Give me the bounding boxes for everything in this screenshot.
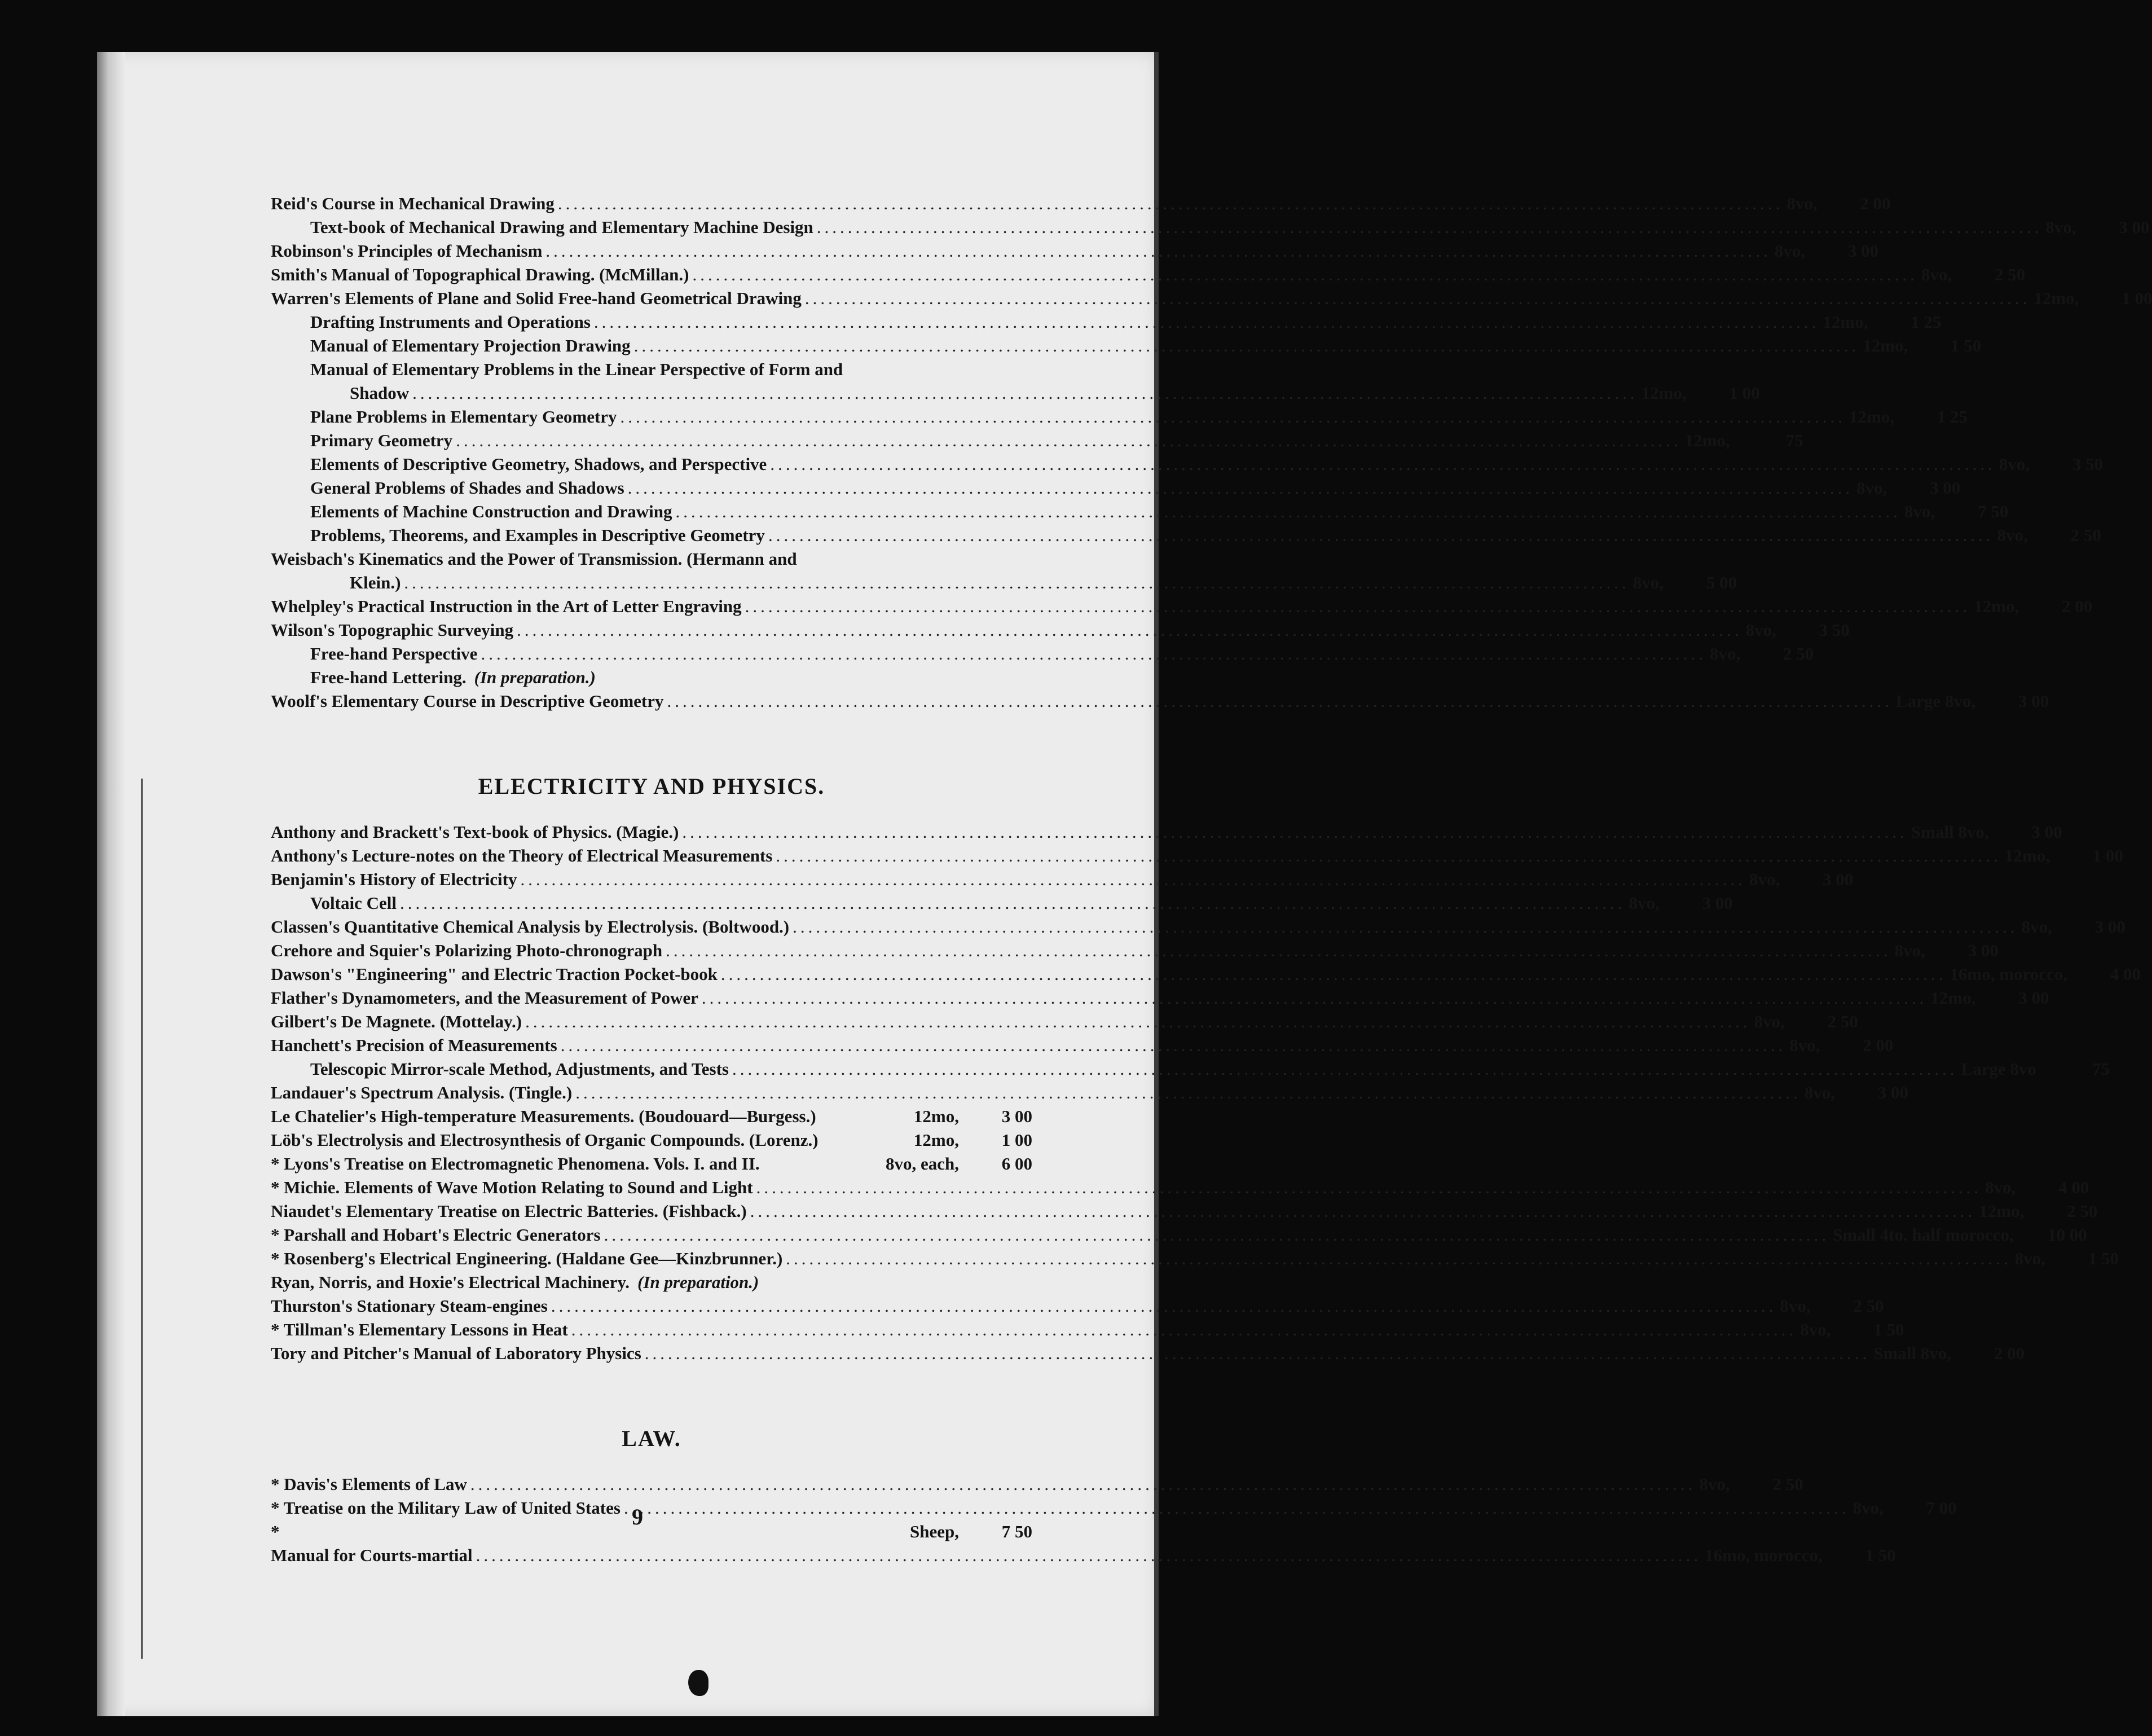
section-gap [271,713,1032,770]
entry-price: 4 00 [2058,1177,2089,1197]
entry-price: 3 00 [1877,1083,1909,1102]
entry-price: 6 00 [1001,1154,1032,1174]
catalog-entry [271,216,2150,239]
catalog-entry [271,1152,1032,1176]
entry-title: * Michie. Elements of Wave Motion Relating to Sound and Light [271,1177,753,1197]
catalog-entry [271,1034,1894,1057]
dot-leader [561,1034,1786,1057]
entry-price: 2 50 [1772,1474,1803,1494]
entry-format: 8vo, [1856,478,1887,498]
dot-leader [517,618,1742,642]
entry-format: Small 8vo, [1911,822,1989,842]
entry-format: Small 4to. half morocco, [1833,1225,2014,1245]
catalog-entry [271,1176,2089,1199]
catalog-entry [271,618,1850,642]
entry-title: Landauer's Spectrum Analysis. (Tingle.) [271,1083,573,1102]
catalog-entry [271,1199,2098,1223]
entry-title: * Tillman's Elementary Lessons in Heat [271,1320,568,1339]
section-gap [271,1365,1032,1422]
entry-price: 5 00 [1706,573,1737,592]
entry-price: 3 00 [2031,822,2062,842]
page-fold-line [141,779,143,1659]
entry-title: Ryan, Norris, and Hoxie's Electrical Machinery. [271,1272,630,1292]
entry-title: Classen's Quantitative Chemical Analysis by Electrolysis. (Boltwood.) [271,917,790,937]
catalog-entry [271,571,1737,595]
entry-format: 8vo, each, [885,1154,959,1174]
entry-title: Whelpley's Practical Instruction in the Art of Letter Engraving [271,596,742,616]
catalog-entry [271,1544,1896,1567]
entry-format: Sheep, [910,1522,959,1541]
entry-format: 8vo, [1749,869,1780,889]
dot-leader [628,476,1854,500]
entry-title: Benjamin's History of Electricity [271,869,517,889]
entry-format: 12mo, [1930,988,1976,1008]
dot-leader [702,986,1927,1010]
entry-title: General Problems of Shades and Shadows [310,478,624,498]
entry-format: 8vo, [1699,1474,1730,1494]
catalog-entry [271,358,1032,381]
entry-format: 8vo, [1894,940,1925,960]
entry-title: Warren's Elements of Plane and Solid Free-hand Geometrical Drawing [271,288,802,308]
entry-format: 8vo, [1789,1035,1820,1055]
entry-price: 75 [2092,1059,2110,1079]
entry-price: 2 00 [1860,194,1891,213]
entry-price: 1 00 [2092,846,2123,865]
heading-gap [271,803,1032,820]
entry-price: 1 50 [2088,1249,2119,1268]
catalog-entry [271,939,1999,963]
entry-format: 12mo, [1979,1201,2025,1221]
entry-format: 12mo, [1641,383,1687,403]
entry-price: 3 00 [1702,893,1733,913]
entry-format: 12mo, [913,1106,959,1126]
catalog-entry [271,1294,1884,1318]
entry-format: 16mo, morocco, [1949,964,2068,984]
catalog-entry [271,820,2062,844]
dot-leader [604,1223,1830,1247]
entry-title: Anthony and Brackett's Text-book of Physics. (Magie.) [271,822,679,842]
entry-format: 12mo, [1823,312,1868,332]
catalog-entry [271,1081,1909,1105]
entry-format: 8vo, [1745,620,1776,640]
dot-leader [756,1176,1982,1199]
entry-format: 12mo, [1974,596,2019,616]
entry-price: 1 00 [2122,288,2152,308]
entry-title: Woolf's Elementary Course in Descriptive Geometry [271,691,664,711]
entry-format: 8vo, [1629,893,1660,913]
catalog-entry [271,868,1854,891]
entry-title: Plane Problems in Elementary Geometry [310,407,617,427]
entry-title: Anthony's Lecture-notes on the Theory of Electrical Measurements [271,846,773,865]
entry-format: 8vo, [1985,1177,2016,1197]
dot-leader [525,1010,1751,1034]
entry-price: 7 50 [1001,1522,1032,1541]
entry-format: 12mo, [913,1130,959,1150]
entry-title: Tory and Pitcher's Manual of Laboratory Physics [271,1343,641,1363]
entry-format: 12mo, [2004,846,2050,865]
entry-title: * Lyons's Treatise on Electromagnetic Phenomena. Vols. I. and II. [271,1154,760,1174]
entry-format: 8vo, [1786,194,1817,213]
catalog-entry [271,642,1814,666]
catalog-entry [271,381,1760,405]
entry-format: 8vo, [1780,1296,1811,1316]
entry-title: Manual of Elementary Projection Drawing [310,336,631,355]
entry-title: Thurston's Stationary Steam-engines [271,1296,548,1316]
catalog-entry [271,1318,1904,1342]
entry-note: (In preparation.) [474,667,596,687]
catalog-entry [271,1496,1957,1520]
dot-leader [620,405,1846,429]
catalog-entry [271,1010,1858,1034]
entry-price: 75 [1785,430,1803,450]
entry-price: 2 00 [1993,1343,2025,1363]
entry-format: 8vo, [1754,1012,1785,1031]
entry-format: Small 8vo, [1873,1343,1952,1363]
entry-title: Primary Geometry [310,430,453,450]
entry-format: 16mo, morocco, [1705,1545,1823,1565]
entry-title: Manual for Courts-martial [271,1545,473,1565]
entry-price: 7 50 [1978,502,2009,521]
entry-format: 8vo, [1921,265,1952,284]
dot-leader [666,939,1891,963]
catalog-entry [271,287,2152,310]
catalog-entry [271,405,1968,429]
entry-title: Wilson's Topographic Surveying [271,620,514,640]
entry-price: 1 00 [1729,383,1760,403]
section-heading: LAW. [622,1426,681,1451]
entry-format: 8vo, [1999,454,2030,474]
dot-leader [676,500,1902,524]
entry-title: Shadow [350,383,410,403]
dot-leader [545,239,1771,263]
catalog-entry [271,1057,2110,1081]
page-number: 9 [632,1504,643,1530]
catalog-entry [271,986,2049,1010]
dot-leader [805,287,2031,310]
entry-title: * Treatise on the Military Law of United States [271,1498,620,1518]
entry-price: 3 50 [1819,620,1850,640]
entry-price: 2 50 [1827,1012,1858,1031]
dot-leader [750,1199,1976,1223]
entry-title: Free-hand Perspective [310,644,478,663]
dot-leader [412,381,1638,405]
entry-title: Smith's Manual of Topographical Drawing. (McMillan.) [271,265,689,284]
entry-format: 8vo, [1904,502,1935,521]
entry-format: 8vo, [2045,217,2076,237]
entry-title: Klein.) [350,573,401,592]
entry-title: * Rosenberg's Electrical Engineering. (Haldane Gee—Kinzbrunner.) [271,1249,783,1268]
catalog-entry [271,915,2125,939]
entry-title: Elements of Machine Construction and Drawing [310,502,672,521]
catalog-entry [271,310,1942,334]
entry-price: 2 00 [2061,596,2093,616]
entry-title: Löb's Electrolysis and Electrosynthesis of Organic Compounds. (Lorenz.) [271,1130,818,1150]
entry-price: 1 25 [1937,407,1968,427]
entry-format: 8vo, [1997,525,2028,545]
dot-leader [624,1496,1850,1520]
entry-price: 2 50 [1853,1296,1884,1316]
entry-title: Niaudet's Elementary Treatise on Electric Batteries. (Fishback.) [271,1201,747,1221]
catalog-entry [271,547,1032,571]
entry-price: 3 00 [2018,691,2049,711]
dot-leader [594,310,1820,334]
section-heading: ELECTRICITY AND PHYSICS. [478,773,825,799]
dot-leader [793,915,2018,939]
entry-format: 12mo, [1863,336,1908,355]
catalog-entry [271,1342,2025,1365]
catalog-entry [271,689,2049,713]
catalog-entry [271,844,2123,868]
catalog-entry [271,1271,1032,1294]
entry-title: Elements of Descriptive Geometry, Shadows, and Perspective [310,454,767,474]
dot-leader [481,642,1706,666]
entry-price: 2 50 [1994,265,2026,284]
entry-price: 7 00 [1926,1498,1957,1518]
entry-title: Hanchett's Precision of Measurements [271,1035,557,1055]
catalog-entry [271,524,2101,547]
entry-price: 3 00 [1930,478,1961,498]
heading-gap [271,1456,1032,1473]
entry-format: 8vo, [1774,241,1806,261]
entry-format: Large 8vo [1961,1059,2036,1079]
dot-leader [558,192,1784,216]
entry-format: 12mo, [2034,288,2079,308]
catalog-entry [271,963,2141,986]
dot-leader [667,689,1893,713]
ink-blot [688,1670,708,1696]
entry-title: Flather's Dynamometers, and the Measurement of Power [271,988,698,1008]
dot-leader [456,429,1682,452]
entry-price: 4 00 [2110,964,2141,984]
dot-leader [634,334,1860,358]
entry-note: (In preparation.) [637,1272,759,1292]
entry-format: 8vo, [2014,1249,2046,1268]
catalog-entry [271,429,1803,452]
entry-title: * [271,1522,280,1541]
entry-price: 2 50 [1783,644,1814,663]
dot-leader [786,1247,2012,1271]
entry-price: 1 00 [1001,1130,1032,1150]
entry-title: Problems, Theorems, and Examples in Descriptive Geometry [310,525,765,545]
dot-leader [817,216,2043,239]
catalog-content [271,192,2152,1567]
dot-leader [745,595,1971,618]
entry-title: * Parshall and Hobart's Electric Generators [271,1225,601,1245]
entry-price: 1 50 [1865,1545,1896,1565]
entry-format: 12mo, [1684,430,1730,450]
catalog-entry [271,239,1879,263]
entry-title: Voltaic Cell [310,893,397,913]
entry-format: 8vo, [1800,1320,1831,1339]
catalog-entry [271,500,2009,524]
entry-price: 2 00 [1863,1035,1894,1055]
catalog-entry [271,476,1961,500]
entry-price: 3 00 [1823,869,1854,889]
catalog-entry [271,666,1032,689]
entry-title: Weisbach's Kinematics and the Power of Transmission. (Hermann and [271,549,797,569]
entry-price: 3 00 [1001,1106,1032,1126]
entry-title: Robinson's Principles of Mechanism [271,241,543,261]
entry-title: Crehore and Squier's Polarizing Photo-chronograph [271,940,663,960]
entry-title: Telescopic Mirror-scale Method, Adjustments, and Tests [310,1059,729,1079]
dot-leader [645,1342,1871,1365]
entry-title: Free-hand Lettering. [310,667,467,687]
dot-leader [551,1294,1777,1318]
entry-format: 8vo, [1709,644,1741,663]
catalog-entry [271,1247,2119,1271]
dot-leader [571,1318,1797,1342]
entry-title: Manual of Elementary Problems in the Linear Perspective of Form and [310,359,843,379]
catalog-entry [271,595,2093,618]
catalog-entry [271,1105,1032,1128]
dot-leader [476,1544,1702,1567]
entry-price: 1 25 [1911,312,1942,332]
entry-format: Large 8vo, [1896,691,1976,711]
catalog-entry [271,1128,1032,1152]
entry-format: 8vo, [2021,917,2052,937]
entry-title: Drafting Instruments and Operations [310,312,591,332]
catalog-entry [271,891,1733,915]
catalog-entry [271,263,2026,287]
entry-price: 3 00 [1847,241,1879,261]
dot-leader [768,524,1994,547]
entry-price: 3 00 [2018,988,2049,1008]
dot-leader [770,452,1996,476]
entry-title: * Davis's Elements of Law [271,1474,467,1494]
dot-leader [400,891,1626,915]
dot-leader [575,1081,1801,1105]
entry-format: 8vo, [1804,1083,1836,1102]
entry-price: 1 50 [1873,1320,1904,1339]
entry-format: 8vo, [1852,1498,1883,1518]
entry-title: Le Chatelier's High-temperature Measurements. (Boudouard—Burgess.) [271,1106,816,1126]
entry-price: 3 00 [1968,940,1999,960]
entry-format: 8vo, [1632,573,1664,592]
entry-price: 3 00 [2094,917,2125,937]
dot-leader [732,1057,1958,1081]
page-binding-shadow [97,52,125,1716]
entry-title: Gilbert's De Magnete. (Mottelay.) [271,1012,522,1031]
dot-leader [470,1473,1696,1496]
entry-price: 3 00 [2119,217,2150,237]
entry-price: 1 50 [1951,336,1982,355]
entry-title: Text-book of Mechanical Drawing and Elementary Machine Design [310,217,813,237]
dot-leader [776,844,2001,868]
entry-price: 3 50 [2072,454,2103,474]
catalog-entry [271,192,1891,216]
catalog-entry [271,1520,1032,1544]
dot-leader [521,868,1746,891]
catalog-entry [271,1473,1803,1496]
entry-price: 2 50 [2070,525,2101,545]
entry-format: 12mo, [1849,407,1895,427]
entry-title: Dawson's "Engineering" and Electric Traction Pocket-book [271,964,718,984]
catalog-entry [271,452,2103,476]
entry-price: 2 50 [2067,1201,2098,1221]
catalog-entry [271,1223,2087,1247]
catalog-entry [271,334,1982,358]
dot-leader [404,571,1630,595]
dot-leader [692,263,1918,287]
entry-title: Reid's Course in Mechanical Drawing [271,194,554,213]
dot-leader [682,820,1908,844]
dot-leader [721,963,1947,986]
entry-price: 10 00 [2047,1225,2087,1245]
